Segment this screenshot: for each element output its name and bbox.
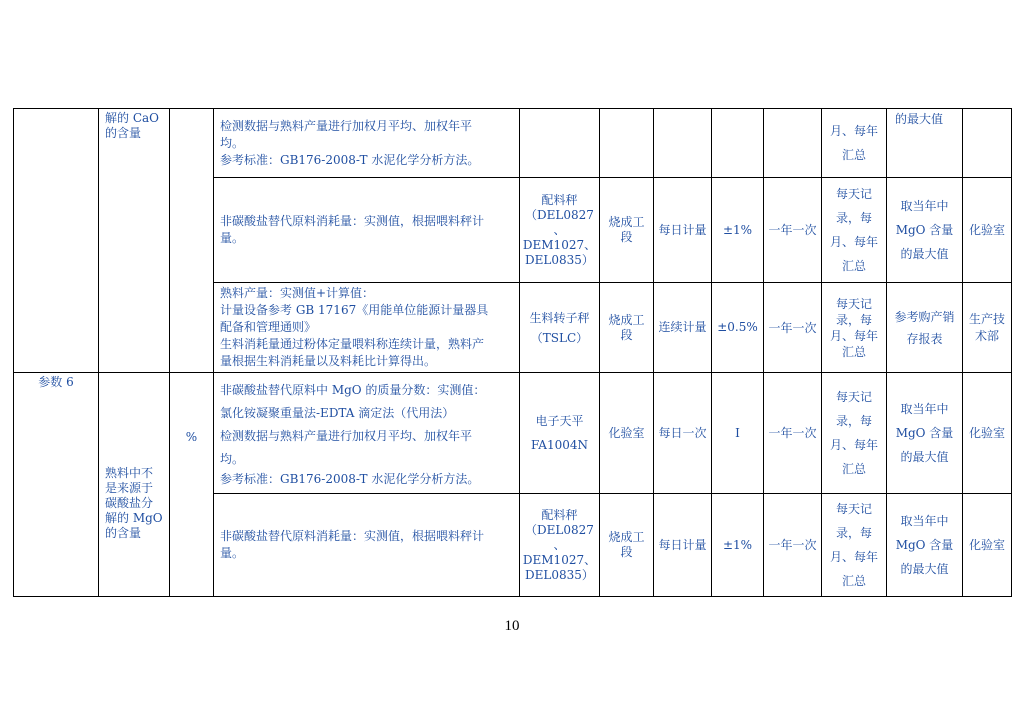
freq-cell: 连续计量 [654,283,712,373]
method-cell: 月、每年汇总 [822,109,887,178]
calib-cell: 一年一次 [764,494,822,597]
desc-line: 生料消耗量通过粉体定量喂料称连续计量，熟料产 [220,337,485,351]
desc-cell [214,494,520,597]
dept-cell [600,109,654,178]
desc-line: 参考标准：GB176-2008-T 水泥化学分析方法。 [220,152,480,167]
freq-cell [654,109,712,178]
equip-cell [520,373,600,494]
page-number: 10 [504,618,520,634]
dept-cell: 烧成工段 [600,494,654,597]
equip-line: 配料秤 [541,507,578,522]
method-cell: 每天记录，每月、每年汇总 [822,283,887,373]
basis-cell: 取当年中 MgO 含量的最大值 [887,373,963,494]
basis-cell: 取当年中 MgO 含量的最大值 [887,494,963,597]
dept-cell: 烧成工段 [600,283,654,373]
desc-cell [214,109,520,178]
resp-cell [963,109,1012,178]
equip-line: DEL0835） [525,567,594,582]
acc-cell: ±1% [712,494,764,597]
equip-line: 电子天平 [535,414,584,428]
acc-cell [712,109,764,178]
param-cell [14,109,99,373]
param-number-cell: 参数 6 [14,373,99,597]
unit-cell [170,109,214,373]
desc-line: 氯化铵凝聚重量法-EDTA 滴定法（代用法） [220,405,455,420]
equip-line: （DEL0827 [525,522,594,537]
method-cell: 每天记录，每月、每年汇总 [822,373,887,494]
equip-cell [520,109,600,178]
method-cell: 每天记录，每月、每年汇总 [822,494,887,597]
freq-cell: 每日计量 [654,494,712,597]
desc-line: 检测数据与熟料产量进行加权月平均、加权年平 [220,428,473,443]
desc-cell [214,373,520,494]
equip-line: 配料秤 [541,192,578,207]
unit-cell: % [170,373,214,597]
desc-line: 计量设备参考 GB 17167《用能单位能源计量器具 [220,303,489,317]
calib-cell: 一年一次 [764,178,822,283]
desc-line: 配备和管理通则》 [220,320,317,334]
param-name-cell: 熟料中不是来源于碳酸盐分解的 MgO 的含量 [99,373,170,597]
acc-cell: ±0.5% [712,283,764,373]
dept-cell: 化验室 [600,373,654,494]
equip-line: DEL0835） [525,252,594,267]
desc-line: 量。 [220,546,245,560]
calib-cell: 一年一次 [764,373,822,494]
desc-line: 非碳酸盐替代原料消耗量：实测值，根据喂料秤计 [220,214,485,228]
monitoring-table [13,108,1012,597]
equip-cell [520,494,600,597]
desc-line: 熟料产量：实测值+计算值： [220,286,375,300]
resp-cell: 生产技术部 [963,283,1012,373]
calib-cell [764,109,822,178]
equip-cell [520,178,600,283]
desc-line: 均。 [220,451,245,466]
desc-line: 非碳酸盐替代原料消耗量：实测值，根据喂料秤计 [220,529,485,543]
equip-line: FA1004N [531,438,588,452]
basis-cell: 取当年中 MgO 含量的最大值 [887,178,963,283]
method-cell: 每天记录，每月、每年汇总 [822,178,887,283]
table-row [14,109,1012,178]
freq-cell: 每日计量 [654,178,712,283]
desc-line: 均。 [220,135,245,150]
equip-line: （DEL0827 [525,207,594,222]
desc-line: 量。 [220,231,245,245]
calib-cell: 一年一次 [764,283,822,373]
desc-line: 参考标准：GB176-2008-T 水泥化学分析方法。 [220,471,480,486]
resp-cell: 化验室 [963,373,1012,494]
dept-cell: 烧成工段 [600,178,654,283]
equip-line: 、DEM1027、 [522,222,597,252]
param-name-cell: 解的 CaO 的含量 [99,109,170,373]
basis-cell: 的最大值 [887,109,963,178]
desc-line: 检测数据与熟料产量进行加权月平均、加权年平 [220,118,473,133]
equip-cell: 生料转子秤（TSLC） [520,283,600,373]
freq-cell: 每日一次 [654,373,712,494]
desc-line: 非碳酸盐替代原料中 MgO 的质量分数：实测值： [220,382,486,397]
desc-line: 量根据生料消耗量以及料耗比计算得出。 [220,354,437,368]
equip-line: 、DEM1027、 [522,537,597,567]
desc-cell [214,283,520,373]
resp-cell: 化验室 [963,178,1012,283]
acc-cell: ±1% [712,178,764,283]
table-row [14,373,1012,494]
desc-cell [214,178,520,283]
acc-cell: I [712,373,764,494]
resp-cell: 化验室 [963,494,1012,597]
basis-cell: 参考购产销存报表 [887,283,963,373]
